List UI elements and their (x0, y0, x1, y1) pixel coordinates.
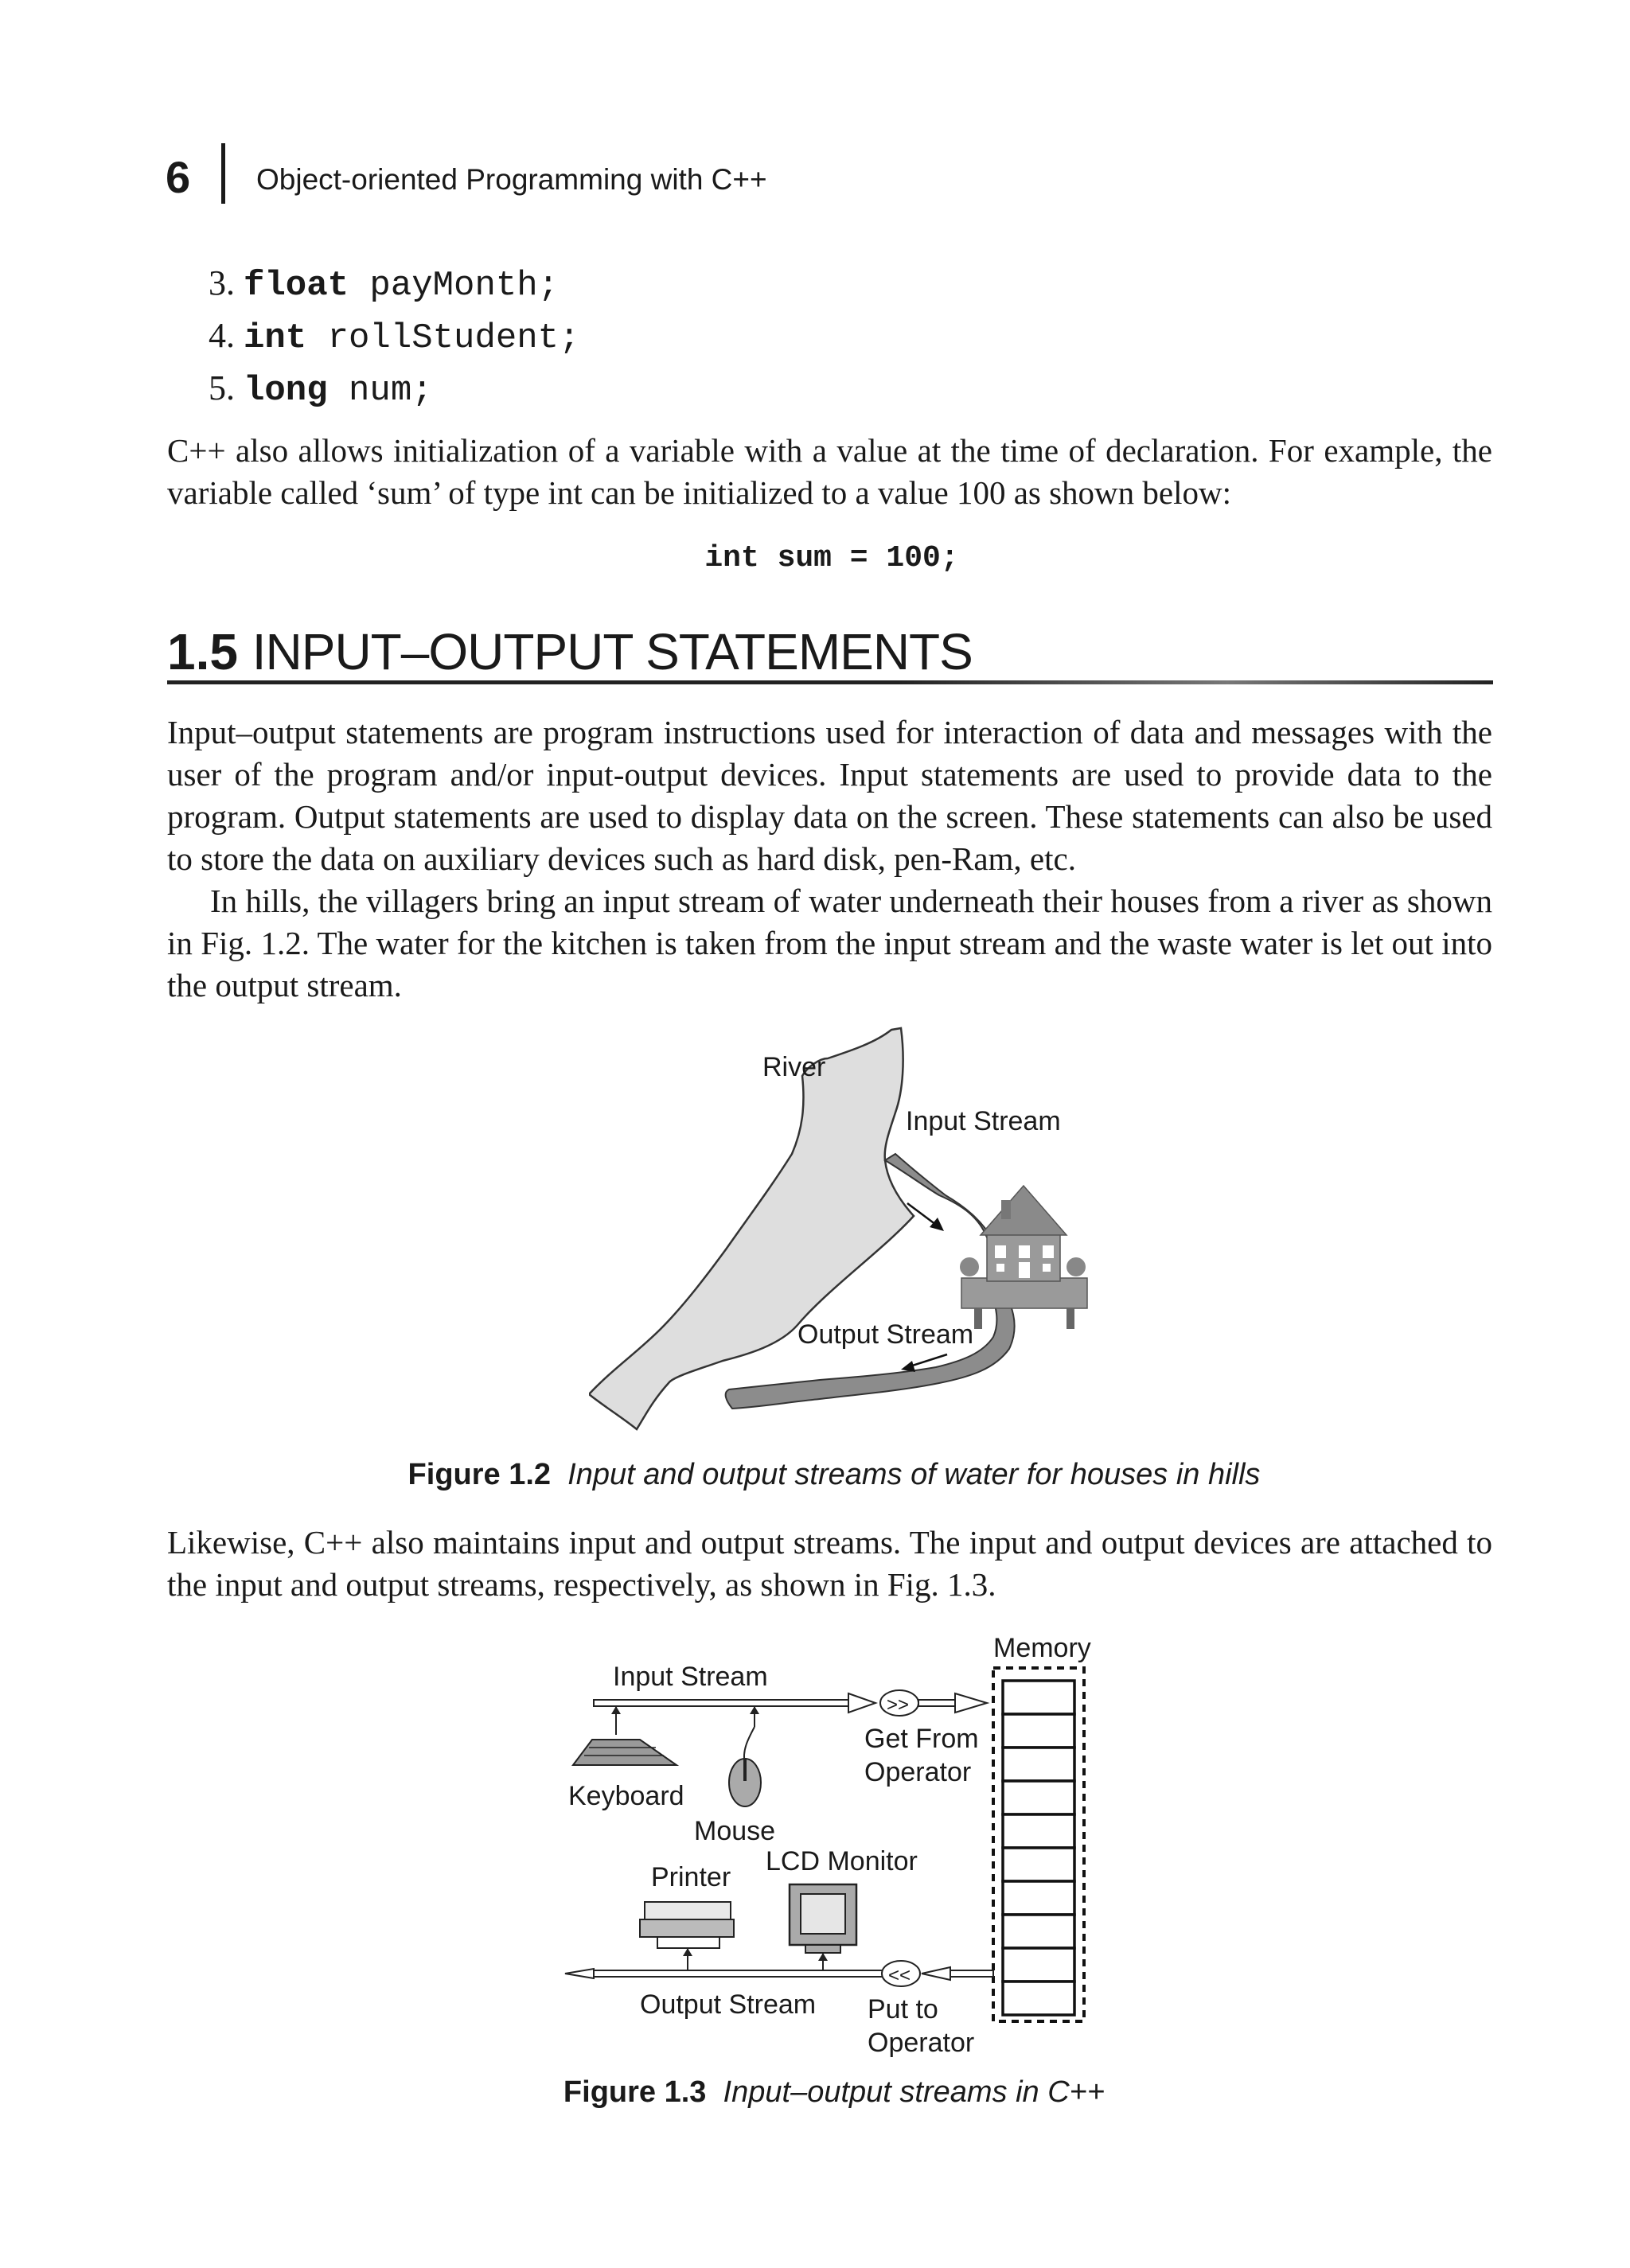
memory-cell (1003, 1915, 1074, 1948)
input-stream-label: Input Stream (613, 1662, 768, 1692)
code-keyword: int (244, 318, 307, 358)
figure-1-2-diagram (589, 1027, 1098, 1440)
get-from-label-1: Get From (864, 1724, 979, 1754)
section-title: INPUT–OUTPUT STATEMENTS (252, 623, 973, 680)
get-from-label-2: Operator (864, 1757, 972, 1787)
put-to-label-2: Operator (868, 2028, 975, 2058)
memory-cell (1003, 1814, 1074, 1848)
caption-text: Input–output streams in C++ (723, 2075, 1106, 2109)
memory-cell (1003, 1881, 1074, 1915)
code-keyword: float (244, 266, 349, 306)
put-operator-symbol: << (888, 1965, 911, 1986)
put-to-label-1: Put to (868, 1994, 938, 2024)
caption-label: Figure 1.2 (408, 1458, 552, 1491)
paragraph-text: In hills, the villagers bring an input stream of water underneath their houses from a river as shown in Fig. 1.2. The water for the kitchen is taken from the input stream and the waste water is let out into the output stream. (167, 883, 1492, 1003)
code-line-5 (209, 368, 433, 411)
header-divider (221, 143, 225, 204)
paragraph-text: Input–output statements are program instructions used for interaction of data and messages with the user of the program and/or input-output devices. Input statements are used to provide data to the program. Output statements are used to display data on the screen. These statements can also be used to store the data on auxiliary devices such as hard disk, pen-Ram, etc. (167, 714, 1492, 877)
memory-cell (1003, 1848, 1074, 1881)
paragraph-text: C++ also allows initialization of a variable with a value at the time of declaration. For example, the variable called ‘sum’ of type int can be initialized to a value 100 as shown below: (167, 432, 1492, 511)
code-line-3 (209, 263, 559, 306)
code-rest: payMonth; (349, 266, 560, 306)
output-stream-bar (594, 1970, 885, 1977)
printer-label: Printer (651, 1862, 731, 1892)
caption-label: Figure 1.3 (563, 2075, 707, 2109)
paragraph-initialization (167, 430, 1492, 514)
figure-1-3-caption (0, 2075, 1630, 2110)
memory-cell (1003, 1781, 1074, 1814)
printer-icon (640, 1902, 734, 1974)
code-keyword: long (244, 371, 328, 411)
memory-cells (1003, 1681, 1074, 2015)
output-stream-label: Output Stream (797, 1319, 974, 1350)
river-shape (589, 1028, 914, 1429)
lcd-monitor-icon (790, 1884, 856, 1974)
section-heading (167, 622, 973, 681)
memory-cell (1003, 1948, 1074, 1982)
paragraph-likewise (167, 1522, 1492, 1606)
code-line-4 (209, 315, 579, 358)
mouse-icon (729, 1706, 761, 1806)
input-stream-bar (594, 1700, 848, 1706)
memory-cell (1003, 1982, 1074, 2015)
mouse-label: Mouse (694, 1816, 776, 1846)
code-rest: rollStudent; (306, 318, 580, 358)
memory-cell (1003, 1748, 1074, 1781)
paragraph-io-statements (167, 711, 1492, 1007)
code-line-number: 5. (209, 368, 235, 407)
memory-label: Memory (993, 1633, 1091, 1663)
section-underline (167, 680, 1493, 684)
code-line-number: 3. (209, 263, 235, 302)
get-operator-symbol: >> (887, 1694, 910, 1716)
house-icon (960, 1186, 1087, 1329)
caption-text: Input and output streams of water for houses in hills (567, 1458, 1261, 1491)
code-line-number: 4. (209, 316, 235, 355)
figure-1-2-caption (0, 1458, 1630, 1492)
memory-cell (1003, 1714, 1074, 1748)
keyboard-label: Keyboard (568, 1781, 684, 1811)
lcd-monitor-label: LCD Monitor (766, 1846, 918, 1876)
paragraph-text: Likewise, C++ also maintains input and output streams. The input and output devices are attached to the input and output streams, respectively, as shown in Fig. 1.3. (167, 1524, 1492, 1603)
river-label: River (762, 1052, 826, 1082)
figure-1-3-diagram (557, 1623, 1114, 2069)
input-stream-label: Input Stream (906, 1106, 1061, 1136)
page-number: 6 (166, 152, 191, 202)
keyboard-icon (573, 1706, 677, 1765)
code-rest: num; (327, 371, 433, 411)
running-title: Object-oriented Programming with C++ (256, 163, 767, 196)
output-stream-label: Output Stream (640, 1989, 817, 2020)
code-example-sum: int sum = 100; (704, 541, 959, 575)
memory-cell (1003, 1681, 1074, 1714)
section-number: 1.5 (167, 623, 238, 680)
